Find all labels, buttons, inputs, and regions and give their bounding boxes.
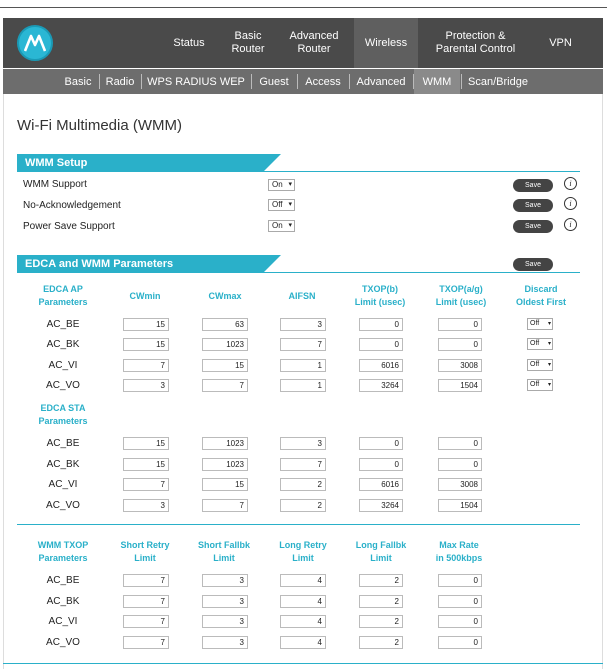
ap-be-discard-value: Off bbox=[530, 320, 540, 327]
txop-bk-short-fallbk-input[interactable]: 3 bbox=[202, 595, 248, 608]
col-wmm-txop: WMM TXOP Parameters bbox=[37, 540, 89, 563]
sta-be-cwmin-input[interactable]: 15 bbox=[123, 437, 169, 450]
nav-vpn[interactable]: VPN bbox=[549, 36, 572, 49]
txop-vi-long-fallbk-input[interactable]: 2 bbox=[359, 615, 403, 628]
txop-be-long-retry-input[interactable]: 4 bbox=[280, 574, 326, 587]
no-ack-value: Off bbox=[272, 200, 283, 209]
tab-basic[interactable]: Basic bbox=[64, 75, 92, 88]
nav-advanced-router[interactable]: Advanced Router bbox=[289, 30, 339, 55]
sta-vo-txopb-input[interactable]: 3264 bbox=[359, 499, 403, 512]
txop-be-short-fallbk-input[interactable]: 3 bbox=[202, 574, 248, 587]
sta-be-txopag-input[interactable]: 0 bbox=[438, 437, 482, 450]
nav-status[interactable]: Status bbox=[173, 36, 205, 49]
txop-vo-long-retry-input[interactable]: 4 bbox=[280, 636, 326, 649]
chevron-down-icon: ▾ bbox=[547, 362, 551, 368]
ap-be-txopag-input[interactable]: 0 bbox=[438, 318, 482, 331]
ap-vo-txopag-input[interactable]: 1504 bbox=[438, 379, 482, 392]
txop-bk-long-retry-input[interactable]: 4 bbox=[280, 595, 326, 608]
ap-be-txopb-input[interactable]: 0 bbox=[359, 318, 403, 331]
wmm-support-info-icon[interactable]: i bbox=[564, 177, 577, 190]
power-save-info-icon[interactable]: i bbox=[564, 218, 577, 231]
sta-be-aifsn-input[interactable]: 3 bbox=[280, 437, 326, 450]
wmm-setup-divider bbox=[17, 171, 580, 172]
motorola-m-icon bbox=[24, 33, 46, 53]
txop-vi-short-retry-input[interactable]: 7 bbox=[123, 615, 169, 628]
ap-bk-aifsn-input[interactable]: 7 bbox=[280, 338, 326, 351]
page-title: Wi-Fi Multimedia (WMM) bbox=[17, 117, 182, 134]
ap-bk-txopag-input[interactable]: 0 bbox=[438, 338, 482, 351]
chevron-down-icon: ▾ bbox=[288, 222, 292, 229]
col-txop-b: TXOP(b) Limit (usec) bbox=[354, 284, 406, 307]
txop-row-label: AC_VI bbox=[48, 616, 78, 627]
txop-row-label: AC_BK bbox=[46, 596, 80, 607]
sta-row-label: AC_VO bbox=[46, 500, 80, 511]
motorola-logo[interactable] bbox=[17, 25, 53, 61]
ap-vi-discard-select[interactable] bbox=[527, 359, 553, 371]
sta-bk-txopb-input[interactable]: 0 bbox=[359, 458, 403, 471]
col-discard: Discard Oldest First bbox=[515, 284, 566, 307]
chevron-down-icon: ▾ bbox=[547, 382, 551, 388]
ap-vi-discard-value: Off bbox=[530, 361, 540, 368]
no-ack-info-icon[interactable]: i bbox=[564, 197, 577, 210]
ap-be-discard-select[interactable] bbox=[527, 318, 553, 330]
ap-row-label: AC_VO bbox=[46, 380, 80, 391]
sta-row-label: AC_VI bbox=[48, 479, 78, 490]
sta-vi-txopag-input[interactable]: 3008 bbox=[438, 478, 482, 491]
chevron-down-icon: ▾ bbox=[547, 341, 551, 347]
wmm-support-select[interactable] bbox=[268, 179, 295, 191]
txop-row-label: AC_BE bbox=[46, 575, 80, 586]
sta-be-cwmax-input[interactable]: 1023 bbox=[202, 437, 248, 450]
sta-row-label: AC_BE bbox=[46, 438, 80, 449]
power-save-label: Power Save Support bbox=[23, 221, 115, 232]
sta-vi-cwmin-input[interactable]: 7 bbox=[123, 478, 169, 491]
txop-vo-short-retry-input[interactable]: 7 bbox=[123, 636, 169, 649]
nav-protection[interactable]: Protection & Parental Control bbox=[435, 30, 516, 55]
txop-vi-long-retry-input[interactable]: 4 bbox=[280, 615, 326, 628]
col-long-fallbk: Long Fallbk Limit bbox=[355, 540, 407, 563]
sta-vi-txopb-input[interactable]: 6016 bbox=[359, 478, 403, 491]
ap-be-cwmin-input[interactable]: 15 bbox=[123, 318, 169, 331]
ap-vi-cwmin-input[interactable]: 7 bbox=[123, 359, 169, 372]
ap-bk-discard-select[interactable] bbox=[527, 338, 553, 350]
col-aifsn: AIFSN bbox=[288, 291, 316, 301]
power-save-select[interactable] bbox=[268, 220, 295, 232]
no-ack-select[interactable] bbox=[268, 199, 295, 211]
txop-row-label: AC_VO bbox=[46, 637, 80, 648]
tab-guest[interactable]: Guest bbox=[259, 75, 289, 88]
ap-vi-txopag-input[interactable]: 3008 bbox=[438, 359, 482, 372]
tab-wps-radius-wep[interactable]: WPS RADIUS WEP bbox=[147, 75, 245, 88]
txop-bk-max-rate-input[interactable]: 0 bbox=[438, 595, 482, 608]
edca-header: EDCA and WMM Parameters bbox=[17, 255, 263, 273]
txop-vo-long-fallbk-input[interactable]: 2 bbox=[359, 636, 403, 649]
sta-vo-cwmax-input[interactable]: 7 bbox=[202, 499, 248, 512]
col-max-rate: Max Rate in 500kbps bbox=[435, 540, 483, 563]
ap-row-label: AC_BE bbox=[46, 319, 80, 330]
txop-bk-short-retry-input[interactable]: 7 bbox=[123, 595, 169, 608]
ap-bk-cwmax-input[interactable]: 1023 bbox=[202, 338, 248, 351]
txop-be-long-fallbk-input[interactable]: 2 bbox=[359, 574, 403, 587]
sta-vi-aifsn-input[interactable]: 2 bbox=[280, 478, 326, 491]
sta-vo-aifsn-input[interactable]: 2 bbox=[280, 499, 326, 512]
top-divider bbox=[0, 7, 607, 8]
col-cwmin: CWmin bbox=[129, 291, 161, 301]
ap-vo-aifsn-input[interactable]: 1 bbox=[280, 379, 326, 392]
ap-bk-cwmin-input[interactable]: 15 bbox=[123, 338, 169, 351]
col-long-retry: Long Retry Limit bbox=[279, 540, 327, 563]
tab-wmm[interactable]: WMM bbox=[414, 69, 460, 94]
edca-save-button[interactable]: Save bbox=[513, 258, 553, 271]
chevron-down-icon: ▾ bbox=[547, 321, 551, 327]
txop-vo-max-rate-input[interactable]: 0 bbox=[438, 636, 482, 649]
edca-divider bbox=[17, 272, 580, 273]
ap-be-aifsn-input[interactable]: 3 bbox=[280, 318, 326, 331]
tab-radio[interactable]: Radio bbox=[105, 75, 135, 88]
col-edca-sta: EDCA STA Parameters bbox=[38, 403, 88, 426]
chevron-down-icon: ▾ bbox=[288, 181, 292, 188]
wmm-support-label: WMM Support bbox=[23, 179, 87, 190]
txop-be-max-rate-input[interactable]: 0 bbox=[438, 574, 482, 587]
ap-bk-txopb-input[interactable]: 0 bbox=[359, 338, 403, 351]
tab-scan-bridge[interactable]: Scan/Bridge bbox=[468, 75, 528, 88]
chevron-down-icon: ▾ bbox=[288, 201, 292, 208]
sta-vi-cwmax-input[interactable]: 15 bbox=[202, 478, 248, 491]
sta-vo-txopag-input[interactable]: 1504 bbox=[438, 499, 482, 512]
txop-be-short-retry-input[interactable]: 7 bbox=[123, 574, 169, 587]
tab-access[interactable]: Access bbox=[305, 75, 341, 88]
nav-wireless[interactable]: Wireless bbox=[354, 18, 418, 68]
sta-bk-aifsn-input[interactable]: 7 bbox=[280, 458, 326, 471]
main-nav bbox=[3, 18, 603, 68]
sta-bk-txopag-input[interactable]: 0 bbox=[438, 458, 482, 471]
sta-bk-cwmin-input[interactable]: 15 bbox=[123, 458, 169, 471]
nav-basic-router[interactable]: Basic Router bbox=[231, 30, 265, 55]
txop-divider bbox=[17, 524, 580, 525]
ap-be-cwmax-input[interactable]: 63 bbox=[202, 318, 248, 331]
ap-vi-cwmax-input[interactable]: 15 bbox=[202, 359, 248, 372]
ap-vo-cwmin-input[interactable]: 3 bbox=[123, 379, 169, 392]
power-save-save-button[interactable]: Save bbox=[513, 220, 553, 233]
no-ack-save-button[interactable]: Save bbox=[513, 199, 553, 212]
ap-vo-discard-value: Off bbox=[530, 381, 540, 388]
sta-be-txopb-input[interactable]: 0 bbox=[359, 437, 403, 450]
wmm-setup-header: WMM Setup bbox=[17, 154, 263, 172]
sub-nav bbox=[3, 69, 603, 94]
ap-bk-discard-value: Off bbox=[530, 340, 540, 347]
ap-row-label: AC_VI bbox=[48, 360, 78, 371]
col-cwmax: CWmax bbox=[208, 291, 242, 301]
col-short-retry: Short Retry Limit bbox=[120, 540, 170, 563]
sta-vo-cwmin-input[interactable]: 3 bbox=[123, 499, 169, 512]
ap-vo-cwmax-input[interactable]: 7 bbox=[202, 379, 248, 392]
wmm-support-value: On bbox=[272, 180, 283, 189]
col-edca-ap: EDCA AP Parameters bbox=[38, 284, 88, 307]
ap-vo-txopb-input[interactable]: 3264 bbox=[359, 379, 403, 392]
txop-bk-long-fallbk-input[interactable]: 2 bbox=[359, 595, 403, 608]
bottom-divider bbox=[3, 663, 603, 664]
ap-vi-aifsn-input[interactable]: 1 bbox=[280, 359, 326, 372]
power-save-value: On bbox=[272, 221, 283, 230]
ap-row-label: AC_BK bbox=[46, 339, 80, 350]
txop-vi-max-rate-input[interactable]: 0 bbox=[438, 615, 482, 628]
tab-advanced[interactable]: Advanced bbox=[356, 75, 406, 88]
wmm-support-save-button[interactable]: Save bbox=[513, 179, 553, 192]
sta-row-label: AC_BK bbox=[46, 459, 80, 470]
txop-vi-short-fallbk-input[interactable]: 3 bbox=[202, 615, 248, 628]
ap-vo-discard-select[interactable] bbox=[527, 379, 553, 391]
ap-vi-txopb-input[interactable]: 6016 bbox=[359, 359, 403, 372]
col-txop-ag: TXOP(a/g) Limit (usec) bbox=[435, 284, 487, 307]
no-ack-label: No-Acknowledgement bbox=[23, 200, 121, 211]
txop-vo-short-fallbk-input[interactable]: 3 bbox=[202, 636, 248, 649]
sta-bk-cwmax-input[interactable]: 1023 bbox=[202, 458, 248, 471]
col-short-fallbk: Short Fallbk Limit bbox=[197, 540, 250, 563]
